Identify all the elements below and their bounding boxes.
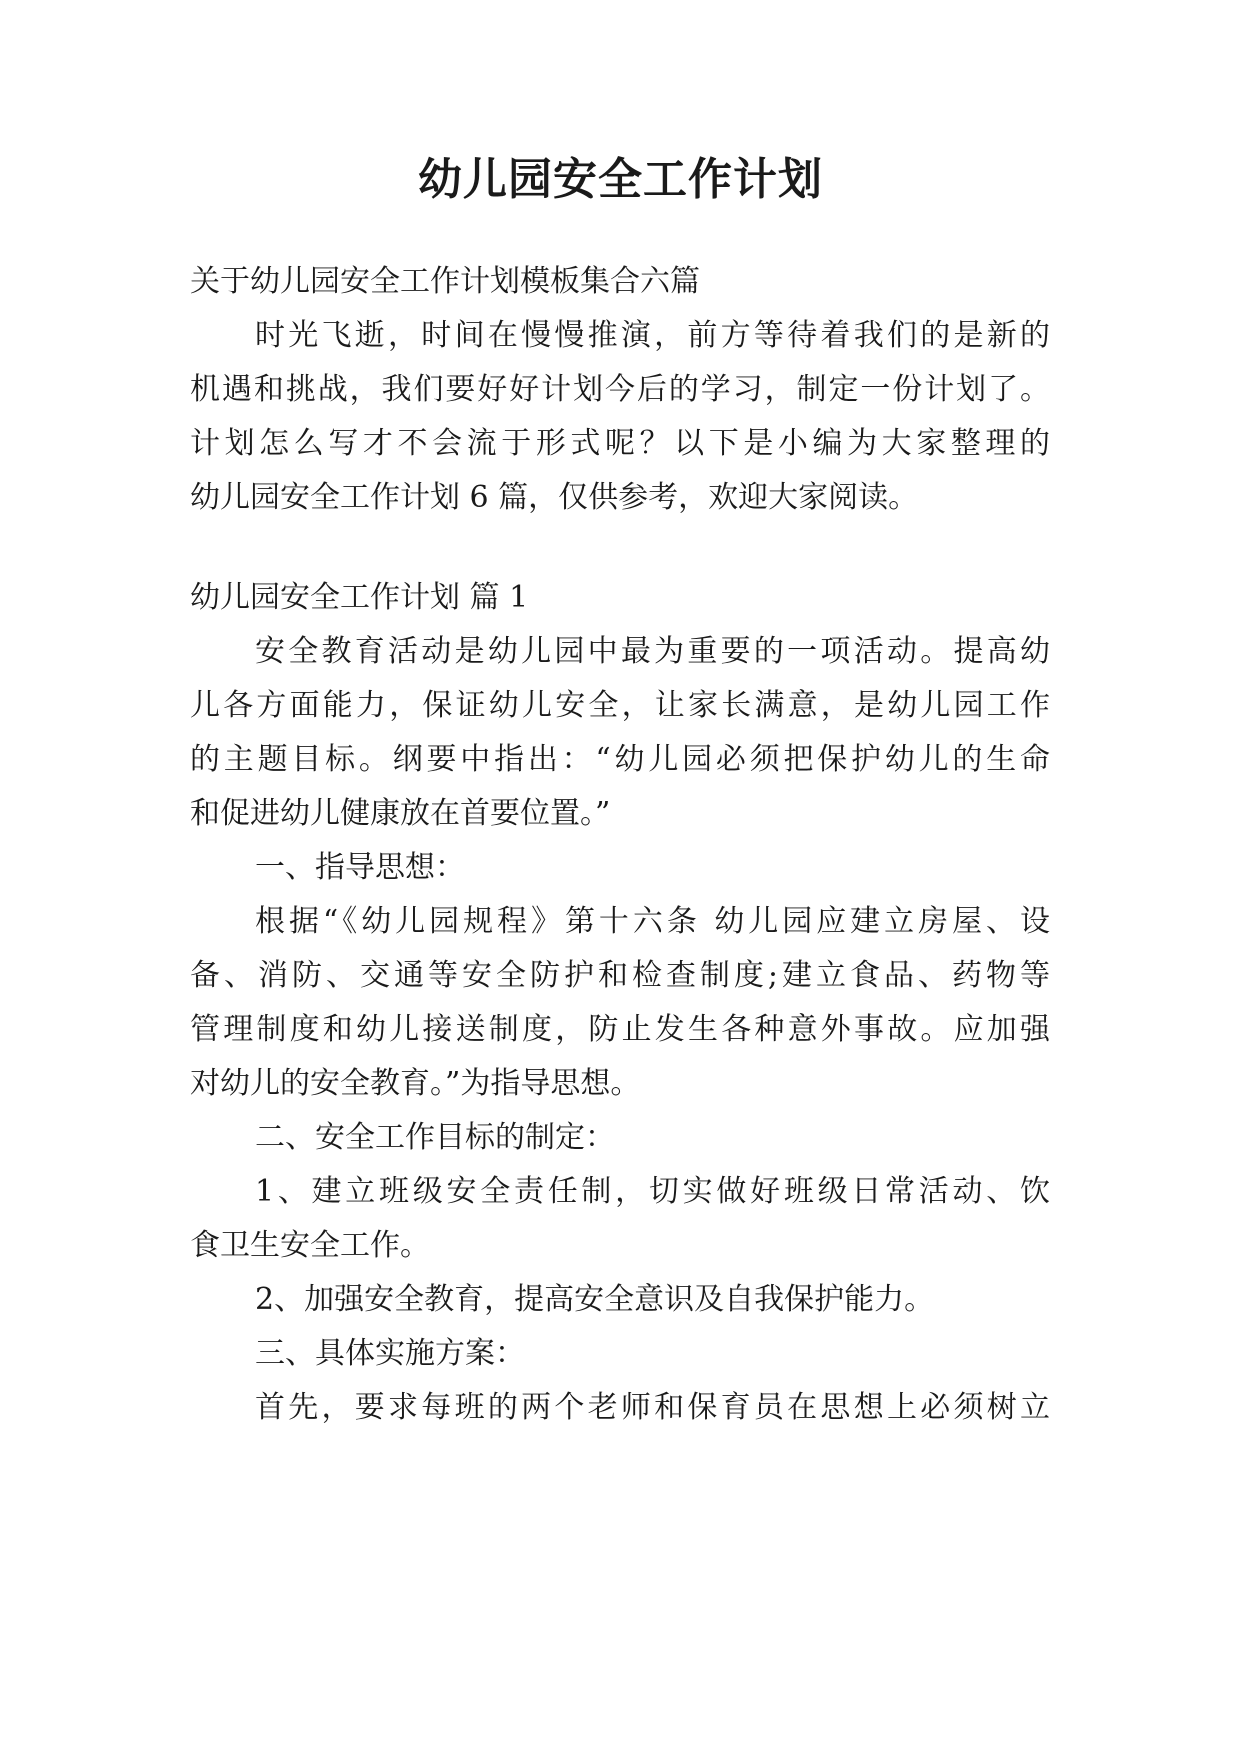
paragraph-line: 时光飞逝，时间在慢慢推演，前方等待着我们的是新的 <box>255 318 1050 353</box>
paragraph-line: 首先，要求每班的两个老师和保育员在思想上必须树立 <box>255 1390 1050 1425</box>
subheading-line: 二、安全工作目标的制定： <box>255 1120 615 1155</box>
paragraph-line: 机遇和挑战，我们要好好计划今后的学习，制定一份计划了。 <box>190 372 1050 407</box>
paragraph-line: 2、加强安全教育，提高安全意识及自我保护能力。 <box>255 1282 935 1317</box>
subheading-line: 三、具体实施方案： <box>255 1336 525 1371</box>
subtitle-line: 关于幼儿园安全工作计划模板集合六篇 <box>190 264 700 299</box>
paragraph-line: 和促进幼儿健康放在首要位置。” <box>190 796 611 831</box>
paragraph-line: 儿各方面能力，保证幼儿安全，让家长满意，是幼儿园工作 <box>190 688 1050 723</box>
section-heading: 幼儿园安全工作计划 篇 1 <box>190 580 529 615</box>
paragraph-line: 幼儿园安全工作计划 6 篇，仅供参考，欢迎大家阅读。 <box>190 480 919 515</box>
paragraph-line: 对幼儿的安全教育。”为指导思想。 <box>190 1066 641 1101</box>
paragraph-line: 根据“《幼儿园规程》第十六条 幼儿园应建立房屋、设 <box>255 904 1050 939</box>
paragraph-line: 食卫生安全工作。 <box>190 1228 430 1263</box>
subheading-line: 一、指导思想： <box>255 850 465 885</box>
document-title: 幼儿园安全工作计划 <box>418 154 823 205</box>
paragraph-line: 备、消防、交通等安全防护和检查制度;建立食品、药物等 <box>190 958 1050 993</box>
paragraph-line: 1、建立班级安全责任制，切实做好班级日常活动、饮 <box>255 1174 1050 1209</box>
paragraph-line: 的主题目标。纲要中指出：“幼儿园必须把保护幼儿的生命 <box>190 742 1050 777</box>
paragraph-line: 计划怎么写才不会流于形式呢？以下是小编为大家整理的 <box>190 426 1050 461</box>
paragraph-line: 管理制度和幼儿接送制度，防止发生各种意外事故。应加强 <box>190 1012 1050 1047</box>
paragraph-line: 安全教育活动是幼儿园中最为重要的一项活动。提高幼 <box>255 634 1050 669</box>
